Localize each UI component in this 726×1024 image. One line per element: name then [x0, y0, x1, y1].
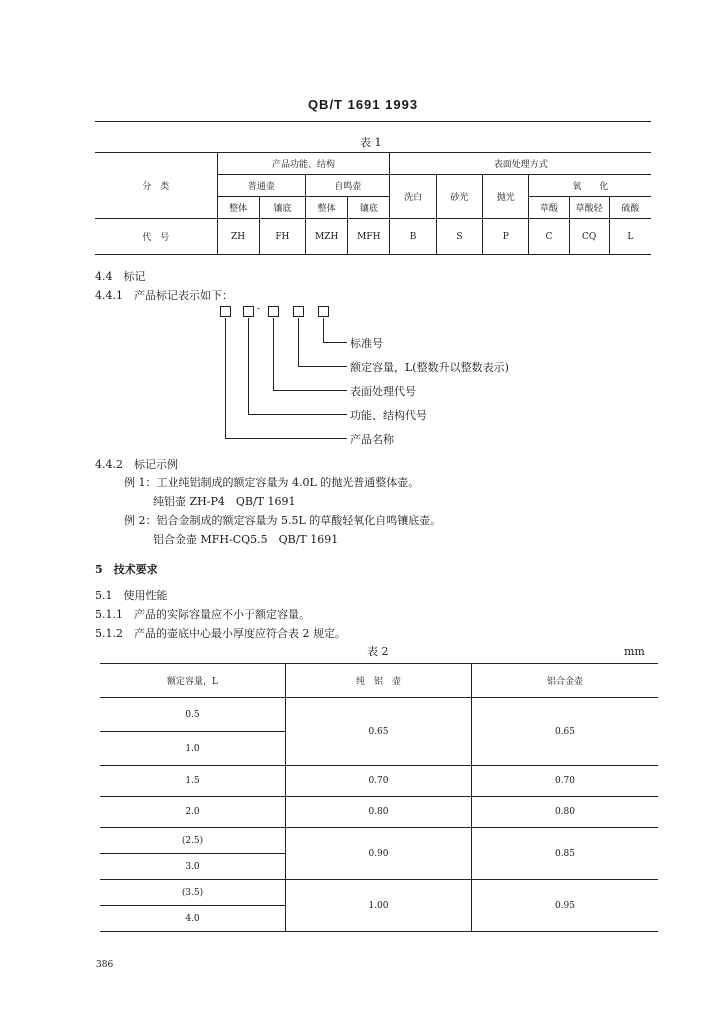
section-4-4-2: 4.4.2 标记示例 — [95, 458, 178, 471]
table1 — [95, 152, 651, 255]
standard-header: QB/T 1691 1993 — [307, 97, 419, 112]
table1-sub-label: 整体 — [306, 197, 348, 219]
marking-label-function: 功能、结构代号 — [350, 409, 427, 422]
section-4-4-heading: 4.4 标记 — [95, 270, 146, 283]
table1-function-group: 产品功能、结构 — [217, 153, 390, 175]
table1-surface-group: 表面处理方式 — [390, 153, 651, 175]
table2-header-pure-al: 纯 铝 壶 — [286, 664, 472, 698]
marking-label-name: 产品名称 — [350, 433, 394, 446]
table2-al-alloy-value: 0.70 — [472, 766, 659, 797]
table2-header-al-alloy: 铝合金壶 — [472, 664, 659, 698]
mark-box — [220, 306, 231, 317]
mark-box — [268, 306, 279, 317]
table1-code-label: 代 号 — [95, 219, 217, 255]
table1-code-cell: S — [436, 219, 482, 255]
table1-sub-label: 草酸轻 — [569, 197, 609, 219]
table2-pure-al-value: 0.70 — [286, 766, 472, 797]
table2-al-alloy-value: 0.65 — [472, 698, 659, 766]
table1-category-header: 分 类 — [95, 153, 217, 219]
table1-code-cell: B — [390, 219, 436, 255]
table2-al-alloy-value: 0.85 — [472, 828, 659, 880]
table2-capacity: 2.0 — [100, 797, 286, 828]
table1-sub-label: 镶底 — [259, 197, 305, 219]
table2-pure-al-value: 0.80 — [286, 797, 472, 828]
table1-sub-label: 洗白 — [390, 175, 436, 219]
table2-capacity: 1.0 — [100, 732, 286, 766]
table1-code-cell: ZH — [217, 219, 259, 255]
header-rule — [95, 121, 651, 122]
mark-box — [318, 306, 329, 317]
table1-sub-label: 硫酸 — [609, 197, 651, 219]
section-5-1-2: 5.1.2 产品的壶底中心最小厚度应符合表 2 规定。 — [95, 627, 346, 640]
table2-caption: 表 2 — [367, 645, 389, 658]
marking-label-capacity: 额定容量，L(整数升以整数表示) — [350, 361, 509, 374]
table1-code-cell: L — [609, 219, 651, 255]
table1-code-cell: FH — [259, 219, 305, 255]
table1-sub-label: 整体 — [217, 197, 259, 219]
table2-al-alloy-value: 0.80 — [472, 797, 659, 828]
table2-capacity: 1.5 — [100, 766, 286, 797]
table2 — [100, 663, 658, 932]
table2-pure-al-value: 0.65 — [286, 698, 472, 766]
marking-label-standard: 标准号 — [350, 337, 383, 350]
table2-header-capacity: 额定容量，L — [100, 664, 286, 698]
mark-box — [293, 306, 304, 317]
section-5-1: 5.1 使用性能 — [95, 589, 168, 602]
table-row — [100, 698, 658, 732]
table1-sub-label: 草酸 — [529, 197, 569, 219]
mark-dash: - — [257, 304, 261, 314]
table2-capacity: 3.0 — [100, 854, 286, 880]
table2-pure-al-value: 0.90 — [286, 828, 472, 880]
table-row — [100, 828, 658, 854]
table2-capacity: 0.5 — [100, 698, 286, 732]
table2-unit: mm — [624, 645, 645, 658]
table-row — [100, 880, 658, 906]
example-1-mark: 纯铝壶 ZH-P4 QB/T 1691 — [153, 495, 296, 508]
example-2: 例 2：铝合金制成的额定容量为 5.5L 的草酸轻氧化自鸣镶底壶。 — [124, 514, 442, 527]
example-2-mark: 铝合金壶 MFH-CQ5.5 QB/T 1691 — [153, 533, 339, 546]
table1-code-cell: MFH — [348, 219, 390, 255]
table1-sub-label: 抛光 — [483, 175, 529, 219]
table2-pure-al-value: 1.00 — [286, 880, 472, 932]
example-1: 例 1：工业纯铝制成的额定容量为 4.0L 的抛光普通整体壶。 — [124, 476, 420, 489]
table1-ordinary-pot: 普通壶 — [217, 175, 306, 197]
table2-capacity: (2.5) — [100, 828, 286, 854]
table-row — [100, 797, 658, 828]
page-number: 386 — [96, 960, 114, 970]
table1-code-cell: P — [483, 219, 529, 255]
marking-label-surface: 表面处理代号 — [350, 385, 416, 398]
table-row — [100, 766, 658, 797]
table1-code-cell: CQ — [569, 219, 609, 255]
table1-oxidation-group: 氧 化 — [529, 175, 651, 197]
table1-code-cell: MZH — [306, 219, 348, 255]
table2-al-alloy-value: 0.95 — [472, 880, 659, 932]
mark-box — [243, 306, 254, 317]
section-4-4-1: 4.4.1 产品标记表示如下： — [95, 289, 233, 302]
table1-code-cell: C — [529, 219, 569, 255]
section-5-1-1: 5.1.1 产品的实际容量应不小于额定容量。 — [95, 608, 310, 621]
table2-capacity: 4.0 — [100, 906, 286, 932]
table1-whistling-pot: 自鸣壶 — [306, 175, 390, 197]
table1-caption: 表 1 — [360, 136, 382, 149]
table1-sub-label: 镶底 — [348, 197, 390, 219]
table1-sub-label: 砂光 — [436, 175, 482, 219]
table2-capacity: (3.5) — [100, 880, 286, 906]
section-5-heading: 5 技术要求 — [95, 563, 158, 576]
